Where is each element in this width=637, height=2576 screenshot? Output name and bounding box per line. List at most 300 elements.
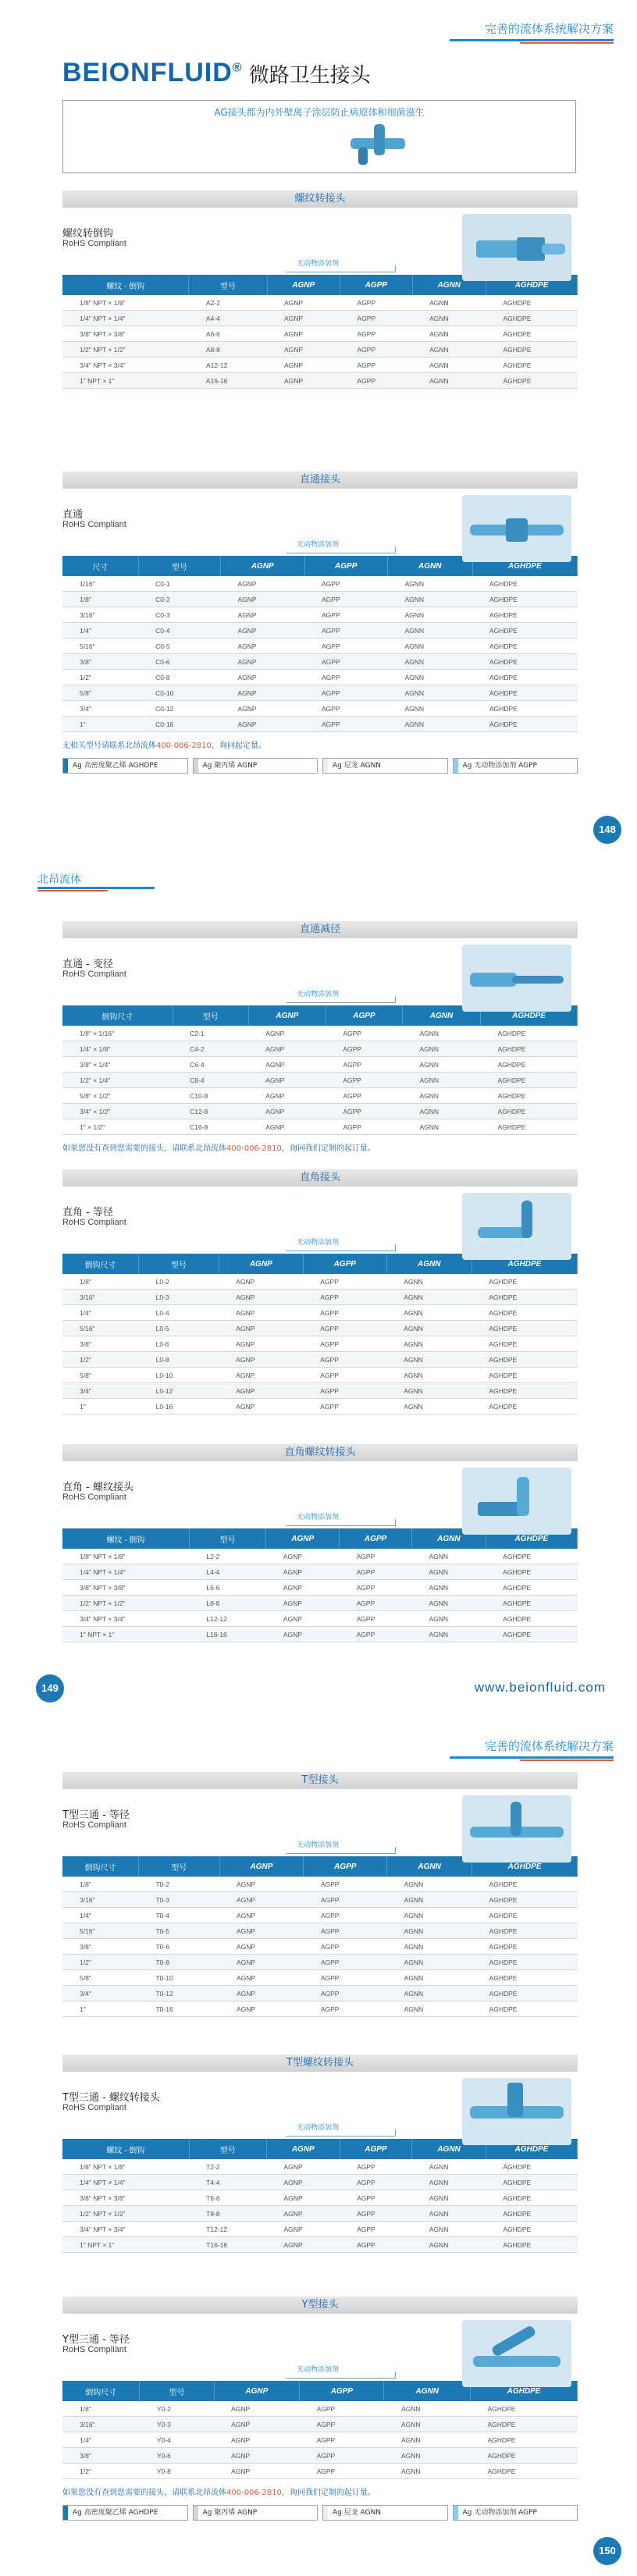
- col-header: AGHDPE: [486, 1528, 577, 1549]
- table-row: [62, 1352, 578, 1368]
- annotation-label: 无动物添加剂: [297, 991, 340, 998]
- size-cell: 3/4": [62, 701, 138, 717]
- section-tee-threaded: [62, 2055, 578, 2253]
- table-row: [62, 607, 578, 623]
- size-cell: 1/8" NPT × 1/8": [62, 2159, 189, 2175]
- material-cell: AGPP: [326, 1104, 402, 1119]
- material-cell: AGPP: [304, 685, 387, 701]
- col-header: AGNN: [386, 1254, 472, 1274]
- header-divider: [37, 887, 155, 889]
- model-cell: C0-16: [138, 717, 220, 732]
- material-cell: AGPP: [304, 1892, 387, 1908]
- material-cell: AGPP: [304, 639, 387, 654]
- tagline-divider: [450, 39, 614, 41]
- material-cell: AGHDPE: [472, 1321, 577, 1336]
- model-cell: C0-5: [138, 639, 220, 654]
- material-cell: AGNN: [387, 623, 472, 639]
- annotation-label: 无动物添加剂: [297, 541, 340, 549]
- material-cell: AGPP: [300, 2448, 384, 2464]
- model-cell: Y0-4: [140, 2432, 214, 2448]
- size-cell: 1": [62, 717, 138, 732]
- table-row: [62, 2159, 578, 2175]
- size-cell: 1/2": [62, 1352, 139, 1368]
- material-cell: AGPP: [340, 2159, 412, 2175]
- material-cell: AGNP: [266, 1549, 340, 1564]
- material-cell: AGPP: [303, 1321, 386, 1336]
- company-header: 北昂流体: [37, 873, 81, 886]
- material-cell: AGHDPE: [472, 639, 578, 654]
- material-cell: AGNN: [386, 1321, 472, 1336]
- material-cell: AGNP: [267, 342, 340, 358]
- col-header: AGHDPE: [471, 2381, 578, 2401]
- col-header: AGPP: [303, 1254, 386, 1274]
- phone-number[interactable]: 400-006-2810: [156, 742, 212, 750]
- size-cell: 1/4": [62, 1908, 138, 1923]
- table-row: [62, 2190, 578, 2206]
- material-cell: AGPP: [303, 1383, 386, 1399]
- annotation-label: 无动物添加剂: [297, 1841, 340, 1849]
- material-cell: AGNP: [266, 1564, 340, 1580]
- model-cell: A12-12: [189, 358, 267, 373]
- material-cell: AGPP: [340, 1611, 412, 1627]
- col-header: AGPP: [300, 2381, 384, 2401]
- material-cell: AGNP: [219, 1305, 303, 1321]
- material-cell: AGPP: [340, 1596, 412, 1611]
- material-cell: AGPP: [326, 1073, 402, 1088]
- material-cell: AGPP: [340, 326, 413, 342]
- table-row: [62, 1564, 578, 1580]
- material-cell: AGNP: [221, 623, 305, 639]
- rohs-label: RoHS Compliant: [62, 1820, 126, 1830]
- legend-item: Ag 尼龙 AGNN: [322, 758, 448, 774]
- annotation-label: 无动物添加剂: [297, 2366, 340, 2374]
- material-cell: AGHDPE: [486, 2237, 577, 2253]
- spec-table: [62, 2139, 578, 2253]
- annotation-line: [286, 1519, 396, 1526]
- material-cell: AGNP: [219, 1383, 303, 1399]
- material-cell: AGHDPE: [486, 2206, 577, 2222]
- model-cell: C0-3: [138, 607, 220, 623]
- material-cell: AGHDPE: [471, 2464, 578, 2479]
- material-cell: AGNP: [248, 1088, 326, 1104]
- size-cell: 5/8": [62, 1970, 138, 1986]
- table-row: [62, 1892, 578, 1908]
- col-header: AGNN: [412, 2139, 486, 2159]
- material-cell: AGNN: [386, 1305, 472, 1321]
- size-cell: 3/4" NPT × 3/4": [62, 1611, 189, 1627]
- product-name: 直通: [62, 509, 84, 521]
- material-cell: AGNP: [219, 1352, 303, 1368]
- catalog-page-148: [0, 0, 637, 859]
- table-row: [62, 1908, 578, 1923]
- material-cell: AGNN: [412, 2175, 486, 2190]
- section-title: 直通减径: [62, 921, 578, 938]
- material-cell: AGNN: [387, 654, 472, 670]
- material-cell: AGHDPE: [486, 1580, 577, 1596]
- tagline-divider: [450, 1756, 614, 1759]
- material-cell: AGNN: [402, 1041, 480, 1057]
- material-cell: AGNP: [219, 1923, 304, 1939]
- col-header: AGHDPE: [472, 1254, 577, 1274]
- size-cell: 3/4": [62, 1383, 139, 1399]
- material-cell: AGHDPE: [481, 1057, 578, 1073]
- model-cell: Y0-8: [140, 2464, 214, 2479]
- table-row: [62, 1611, 578, 1627]
- material-cell: AGPP: [304, 717, 387, 732]
- model-cell: T0-3: [138, 1892, 219, 1908]
- material-cell: AGNP: [219, 1908, 304, 1923]
- material-cell: AGHDPE: [472, 685, 578, 701]
- col-header: AGNP: [248, 1005, 326, 1026]
- section-elbow-threaded: [62, 1444, 578, 1642]
- tagline-divider-accent: [520, 42, 614, 44]
- material-cell: AGNP: [267, 311, 340, 326]
- phone-number[interactable]: 400-006-2810: [226, 1144, 282, 1153]
- table-row: [62, 2401, 578, 2417]
- col-header: 型号: [173, 1005, 248, 1026]
- product-photo: [462, 1193, 571, 1260]
- product-photo: [462, 1795, 571, 1863]
- rohs-label: RoHS Compliant: [62, 1218, 126, 1227]
- material-cell: AGHDPE: [472, 1955, 578, 1970]
- model-cell: L0-5: [139, 1321, 219, 1336]
- table-row: [62, 2001, 578, 2017]
- material-cell: AGPP: [303, 1305, 386, 1321]
- material-cell: AGNN: [386, 1290, 472, 1305]
- model-cell: T0-2: [138, 1877, 219, 1892]
- material-cell: AGNN: [411, 1596, 486, 1611]
- model-cell: T0-12: [138, 1986, 219, 2001]
- material-cell: AGNP: [219, 1274, 303, 1290]
- size-cell: 3/8": [62, 1336, 139, 1352]
- material-cell: AGHDPE: [481, 1088, 578, 1104]
- material-cell: AGNP: [214, 2448, 299, 2464]
- model-cell: L0-3: [139, 1290, 219, 1305]
- material-cell: AGNP: [248, 1104, 326, 1119]
- material-cell: AGHDPE: [481, 1119, 578, 1135]
- material-cell: AGPP: [340, 1564, 412, 1580]
- size-cell: 1/8" NPT × 1/8": [62, 1549, 189, 1564]
- col-header: AGNN: [402, 1005, 480, 1026]
- product-photo: [462, 2320, 571, 2387]
- material-cell: AGNN: [411, 1627, 486, 1642]
- material-cell: AGNN: [387, 685, 472, 701]
- custom-order-note: 无相关型号请联系北昂流体400-006-2810，询问起定量。: [62, 742, 266, 750]
- product-name: 直通 - 变径: [62, 959, 113, 970]
- product-name: 直角 - 等径: [62, 1207, 113, 1219]
- material-cell: AGNP: [219, 2001, 304, 2017]
- material-cell: AGNN: [387, 2001, 472, 2017]
- col-header: 倒钩尺寸: [62, 1254, 139, 1274]
- catalog-page-149: [0, 859, 637, 1717]
- fitting-illustration: [343, 118, 421, 168]
- annotation-line: [286, 1847, 396, 1854]
- col-header: 螺纹 - 倒钩: [62, 2139, 189, 2159]
- material-cell: AGNN: [402, 1119, 480, 1135]
- material-cell: AGNP: [266, 2190, 340, 2206]
- material-cell: AGNP: [219, 1336, 303, 1352]
- page-number: 149: [36, 1674, 64, 1703]
- size-cell: 1" NPT × 1": [62, 1627, 189, 1642]
- material-cell: AGPP: [326, 1057, 402, 1073]
- material-cell: AGNN: [384, 2401, 471, 2417]
- table-row: [62, 2432, 578, 2448]
- material-cell: AGNP: [267, 295, 340, 311]
- material-cell: AGHDPE: [472, 654, 578, 670]
- size-cell: 3/8" × 1/4": [62, 1057, 173, 1073]
- model-cell: L0-12: [139, 1383, 219, 1399]
- material-cell: AGHDPE: [486, 326, 578, 342]
- table-row: [62, 1596, 578, 1611]
- product-name: T型三通 - 等径: [62, 1809, 130, 1821]
- col-header: AGNP: [214, 2381, 299, 2401]
- material-legend: [62, 2505, 578, 2521]
- page-title: 微路卫生接头: [248, 64, 371, 87]
- size-cell: 1/2" × 1/4": [62, 1073, 173, 1088]
- size-cell: 3/16": [62, 1892, 138, 1908]
- col-header: AGPP: [340, 2139, 412, 2159]
- table-row: [62, 1119, 578, 1135]
- material-cell: AGNP: [267, 358, 340, 373]
- material-cell: AGPP: [303, 1336, 386, 1352]
- material-cell: AGNN: [412, 2222, 486, 2237]
- col-header: AGNP: [219, 1254, 303, 1274]
- product-name: 直角 - 螺纹接头: [62, 1482, 133, 1493]
- material-cell: AGPP: [304, 607, 387, 623]
- material-cell: AGHDPE: [486, 1596, 577, 1611]
- col-header: 尺寸: [62, 556, 138, 576]
- model-cell: L0-2: [139, 1274, 219, 1290]
- model-cell: L0-6: [139, 1336, 219, 1352]
- material-cell: AGNN: [412, 358, 486, 373]
- col-header: 倒钩尺寸: [62, 1856, 138, 1877]
- table-row: [62, 1290, 578, 1305]
- material-cell: AGPP: [304, 1986, 387, 2001]
- product-name: Y型三通 - 等径: [62, 2334, 130, 2346]
- annotation-line: [286, 996, 396, 1003]
- model-cell: T16-16: [189, 2237, 266, 2253]
- model-cell: Y0-3: [140, 2417, 214, 2432]
- annotation-label: 无动物添加剂: [297, 1239, 340, 1247]
- section-straight-reducer: [62, 921, 578, 1153]
- material-cell: AGNN: [402, 1026, 480, 1041]
- material-cell: AGNP: [266, 2237, 340, 2253]
- spec-table: [62, 556, 578, 732]
- material-cell: AGNN: [387, 717, 472, 732]
- table-row: [62, 685, 578, 701]
- website-link[interactable]: www.beionfluid.com: [474, 1680, 606, 1695]
- spec-table: [62, 1254, 578, 1414]
- material-cell: AGPP: [304, 1970, 387, 1986]
- material-cell: AGHDPE: [486, 2190, 577, 2206]
- size-cell: 3/16": [62, 607, 138, 623]
- table-row: [62, 1383, 578, 1399]
- material-cell: AGPP: [304, 576, 387, 592]
- material-cell: AGPP: [303, 1290, 386, 1305]
- table-row: [62, 1627, 578, 1642]
- col-header: AGNP: [267, 275, 340, 295]
- material-cell: AGNN: [412, 2237, 486, 2253]
- material-cell: AGPP: [300, 2464, 384, 2479]
- material-cell: AGNN: [412, 326, 486, 342]
- material-cell: AGPP: [326, 1088, 402, 1104]
- size-cell: 1/2" NPT × 1/2": [62, 2206, 189, 2222]
- material-cell: AGNP: [266, 2175, 340, 2190]
- table-row: [62, 2237, 578, 2253]
- material-cell: AGHDPE: [486, 358, 578, 373]
- size-cell: 5/16": [62, 1321, 139, 1336]
- material-cell: AGNN: [411, 1580, 486, 1596]
- material-cell: AGPP: [340, 358, 413, 373]
- table-row: [62, 1939, 578, 1955]
- model-cell: T0-4: [138, 1908, 219, 1923]
- size-cell: 3/8" NPT × 3/8": [62, 1580, 189, 1596]
- col-header: AGNN: [384, 2381, 471, 2401]
- spec-table: [62, 1856, 578, 2017]
- size-cell: 1/8": [62, 2401, 140, 2417]
- material-cell: AGNN: [387, 1970, 472, 1986]
- phone-number[interactable]: 400-006-2810: [226, 2489, 282, 2497]
- material-cell: AGPP: [340, 1627, 412, 1642]
- col-header: AGHDPE: [472, 1856, 578, 1877]
- rohs-label: RoHS Compliant: [62, 970, 126, 979]
- material-cell: AGNP: [221, 607, 305, 623]
- material-cell: AGNP: [214, 2401, 299, 2417]
- size-cell: 3/8": [62, 1939, 138, 1955]
- col-header: 型号: [138, 1856, 219, 1877]
- table-row: [62, 1041, 578, 1057]
- material-cell: AGNN: [387, 607, 472, 623]
- material-cell: AGHDPE: [472, 717, 578, 732]
- annotation-label: 无动物添加剂: [297, 260, 340, 268]
- material-cell: AGNN: [384, 2417, 471, 2432]
- model-cell: Y0-2: [140, 2401, 214, 2417]
- material-cell: AGNN: [387, 1908, 472, 1923]
- material-cell: AGPP: [340, 373, 413, 389]
- material-cell: AGNP: [267, 326, 340, 342]
- material-cell: AGHDPE: [472, 1274, 577, 1290]
- product-photo: [462, 214, 571, 281]
- material-cell: AGHDPE: [471, 2448, 578, 2464]
- material-cell: AGHDPE: [472, 1877, 578, 1892]
- rohs-label: RoHS Compliant: [62, 1493, 126, 1502]
- material-cell: AGHDPE: [472, 1399, 577, 1414]
- size-cell: 1": [62, 2001, 138, 2017]
- table-row: [62, 654, 578, 670]
- material-cell: AGNP: [266, 1611, 340, 1627]
- material-cell: AGPP: [304, 1939, 387, 1955]
- size-cell: 3/8" NPT × 3/8": [62, 2190, 189, 2206]
- size-cell: 5/8": [62, 1368, 139, 1383]
- material-cell: AGHDPE: [486, 2222, 577, 2237]
- legend-item: Ag 尼龙 AGNN: [322, 2505, 448, 2521]
- material-cell: AGHDPE: [472, 1290, 577, 1305]
- material-cell: AGHDPE: [472, 701, 578, 717]
- table-row: [62, 1986, 578, 2001]
- material-cell: AGNP: [214, 2432, 299, 2448]
- section-tee: [62, 1772, 578, 2017]
- spec-table: [62, 1005, 578, 1135]
- material-cell: AGPP: [304, 1877, 387, 1892]
- size-cell: 5/16": [62, 639, 138, 654]
- model-cell: C10-8: [173, 1088, 248, 1104]
- size-cell: 1/2" NPT × 1/2": [62, 342, 189, 358]
- material-cell: AGPP: [304, 1908, 387, 1923]
- material-cell: AGNP: [266, 1596, 340, 1611]
- material-cell: AGNN: [402, 1104, 480, 1119]
- size-cell: 1/4": [62, 623, 138, 639]
- material-cell: AGHDPE: [472, 1923, 578, 1939]
- material-cell: AGPP: [304, 1955, 387, 1970]
- material-cell: AGNP: [221, 701, 305, 717]
- table-row: [62, 592, 578, 607]
- table-row: [62, 1073, 578, 1088]
- material-cell: AGNP: [219, 1955, 304, 1970]
- size-cell: 1/2": [62, 2464, 140, 2479]
- section-title: Y型接头: [62, 2297, 578, 2314]
- legend-item: Ag 聚丙烯 AGNP: [193, 758, 318, 774]
- model-cell: T0-5: [138, 1923, 219, 1939]
- material-cell: AGHDPE: [481, 1041, 578, 1057]
- section-title: 直角螺纹转接头: [62, 1444, 578, 1461]
- size-cell: 1" NPT × 1": [62, 2237, 189, 2253]
- section-title: T型接头: [62, 1772, 578, 1789]
- material-cell: AGHDPE: [486, 1549, 577, 1564]
- material-cell: AGNN: [412, 2190, 486, 2206]
- size-cell: 1/8": [62, 1877, 138, 1892]
- table-row: [62, 576, 578, 592]
- table-row: [62, 1088, 578, 1104]
- material-cell: AGNN: [412, 2206, 486, 2222]
- material-cell: AGNN: [387, 592, 472, 607]
- material-legend: [62, 758, 578, 774]
- material-cell: AGHDPE: [481, 1073, 578, 1088]
- material-cell: AGNN: [411, 1564, 486, 1580]
- material-cell: AGPP: [326, 1026, 402, 1041]
- col-header: AGPP: [340, 275, 413, 295]
- material-cell: AGPP: [340, 311, 413, 326]
- material-cell: AGNP: [248, 1057, 326, 1073]
- material-cell: AGNN: [386, 1274, 472, 1290]
- model-cell: L12-12: [189, 1611, 265, 1627]
- product-name: T型三通 - 螺纹转接头: [62, 2092, 160, 2104]
- table-row: [62, 2417, 578, 2432]
- material-cell: AGHDPE: [471, 2417, 578, 2432]
- size-cell: 1/4" NPT × 1/4": [62, 311, 189, 326]
- material-cell: AGPP: [300, 2432, 384, 2448]
- annotation-label: 无动物添加剂: [297, 2124, 340, 2132]
- catalog-page-150: [0, 1717, 637, 2576]
- material-cell: AGHDPE: [486, 1611, 577, 1627]
- col-header: AGPP: [326, 1005, 402, 1026]
- material-cell: AGHDPE: [472, 670, 578, 685]
- material-cell: AGPP: [300, 2417, 384, 2432]
- material-cell: AGNP: [266, 2206, 340, 2222]
- material-cell: AGNP: [219, 1970, 304, 1986]
- annotation-line: [286, 2129, 396, 2137]
- material-cell: AGPP: [304, 654, 387, 670]
- size-cell: 1/2" NPT × 1/2": [62, 1596, 189, 1611]
- table-row: [62, 1877, 578, 1892]
- table-row: [62, 326, 578, 342]
- material-cell: AGNN: [387, 1892, 472, 1908]
- brand-header: [62, 58, 371, 88]
- material-cell: AGNP: [219, 1399, 303, 1414]
- material-cell: AGNP: [266, 2159, 340, 2175]
- material-cell: AGNP: [221, 685, 305, 701]
- model-cell: T8-8: [189, 2206, 266, 2222]
- spec-table: [62, 1528, 578, 1642]
